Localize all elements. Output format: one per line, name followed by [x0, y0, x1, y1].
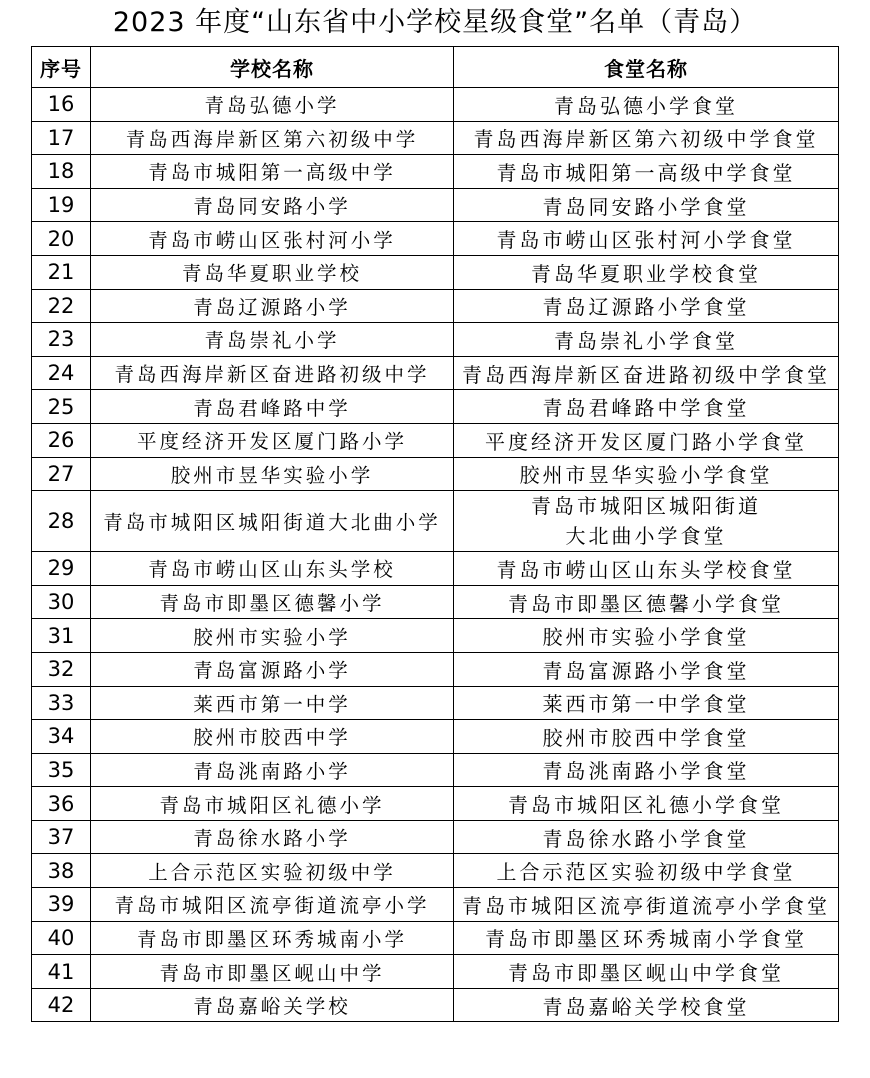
row-school-name: 青岛崇礼小学 [91, 323, 454, 357]
row-canteen-name: 胶州市昱华实验小学食堂 [454, 457, 839, 491]
row-school-name: 青岛西海岸新区奋进路初级中学 [91, 356, 454, 390]
row-school-name: 平度经济开发区厦门路小学 [91, 423, 454, 457]
table-row [32, 390, 839, 424]
row-canteen-name: 青岛华夏职业学校食堂 [454, 255, 839, 289]
header-school-name: 学校名称 [91, 47, 454, 88]
row-seq: 16 [32, 88, 91, 122]
row-school-name: 青岛徐水路小学 [91, 820, 454, 854]
table-row [32, 356, 839, 390]
canteen-name-line-1: 青岛市城阳区城阳街道 [531, 494, 761, 519]
row-school-name: 青岛市城阳第一高级中学 [91, 155, 454, 189]
row-school-name: 青岛市城阳区城阳街道大北曲小学 [91, 491, 454, 552]
row-school-name: 青岛华夏职业学校 [91, 255, 454, 289]
row-canteen-name: 青岛西海岸新区奋进路初级中学食堂 [454, 356, 839, 390]
table-row [32, 552, 839, 586]
row-canteen-name: 青岛徐水路小学食堂 [454, 820, 839, 854]
row-canteen-name: 青岛嘉峪关学校食堂 [454, 988, 839, 1022]
table-row [32, 423, 839, 457]
row-school-name: 青岛市城阳区礼德小学 [91, 787, 454, 821]
row-canteen-name: 青岛市即墨区德馨小学食堂 [454, 585, 839, 619]
row-school-name: 青岛市即墨区岘山中学 [91, 955, 454, 989]
row-canteen-name: 青岛市即墨区环秀城南小学食堂 [454, 921, 839, 955]
row-seq: 38 [32, 854, 91, 888]
row-school-name: 青岛西海岸新区第六初级中学 [91, 121, 454, 155]
row-seq: 18 [32, 155, 91, 189]
row-seq: 37 [32, 820, 91, 854]
row-seq: 29 [32, 552, 91, 586]
table-row [32, 323, 839, 357]
row-school-name: 胶州市胶西中学 [91, 720, 454, 754]
table-row [32, 686, 839, 720]
canteen-list-table [31, 46, 839, 1022]
row-school-name: 上合示范区实验初级中学 [91, 854, 454, 888]
row-school-name: 青岛同安路小学 [91, 188, 454, 222]
row-school-name: 青岛君峰路中学 [91, 390, 454, 424]
table-row [32, 585, 839, 619]
row-canteen-name [454, 491, 839, 552]
row-canteen-name: 青岛市城阳第一高级中学食堂 [454, 155, 839, 189]
row-school-name: 青岛洮南路小学 [91, 753, 454, 787]
row-school-name: 青岛市城阳区流亭街道流亭小学 [91, 888, 454, 922]
row-school-name: 青岛弘德小学 [91, 88, 454, 122]
table-row [32, 255, 839, 289]
row-school-name: 青岛富源路小学 [91, 652, 454, 686]
row-seq: 33 [32, 686, 91, 720]
row-school-name: 青岛市即墨区环秀城南小学 [91, 921, 454, 955]
row-seq: 30 [32, 585, 91, 619]
row-seq: 24 [32, 356, 91, 390]
row-seq: 27 [32, 457, 91, 491]
row-seq: 22 [32, 289, 91, 323]
table-row [32, 921, 839, 955]
header-canteen-name: 食堂名称 [454, 47, 839, 88]
row-seq: 23 [32, 323, 91, 357]
row-seq: 26 [32, 423, 91, 457]
row-canteen-name: 青岛弘德小学食堂 [454, 88, 839, 122]
row-seq: 35 [32, 753, 91, 787]
table-row [32, 988, 839, 1022]
row-seq: 31 [32, 619, 91, 653]
row-canteen-name: 青岛市即墨区岘山中学食堂 [454, 955, 839, 989]
row-seq: 28 [32, 491, 91, 552]
table-row [32, 88, 839, 122]
table-row [32, 289, 839, 323]
table-row [32, 457, 839, 491]
row-school-name: 胶州市昱华实验小学 [91, 457, 454, 491]
canteen-name-line-2: 大北曲小学食堂 [565, 524, 727, 549]
row-school-name: 青岛嘉峪关学校 [91, 988, 454, 1022]
page-title: 2023 年度“山东省中小学校星级食堂”名单（青岛） [112, 7, 758, 38]
row-seq: 34 [32, 720, 91, 754]
row-seq: 19 [32, 188, 91, 222]
table-row [32, 820, 839, 854]
table-row [32, 222, 839, 256]
table-row [32, 619, 839, 653]
row-canteen-name: 青岛市城阳区流亭街道流亭小学食堂 [454, 888, 839, 922]
row-canteen-name: 胶州市实验小学食堂 [454, 619, 839, 653]
row-canteen-name: 青岛洮南路小学食堂 [454, 753, 839, 787]
table-row [32, 491, 839, 552]
table-row [32, 720, 839, 754]
table-row [32, 888, 839, 922]
row-seq: 20 [32, 222, 91, 256]
row-school-name: 青岛市即墨区德馨小学 [91, 585, 454, 619]
row-school-name: 青岛辽源路小学 [91, 289, 454, 323]
header-seq: 序号 [32, 47, 91, 88]
row-school-name: 青岛市崂山区张村河小学 [91, 222, 454, 256]
table-row [32, 121, 839, 155]
table-row [32, 753, 839, 787]
table-header-row [32, 47, 839, 88]
row-seq: 36 [32, 787, 91, 821]
row-seq: 21 [32, 255, 91, 289]
table-row [32, 854, 839, 888]
row-canteen-name: 青岛君峰路中学食堂 [454, 390, 839, 424]
row-seq: 25 [32, 390, 91, 424]
row-seq: 42 [32, 988, 91, 1022]
row-seq: 41 [32, 955, 91, 989]
table-row [32, 155, 839, 189]
row-canteen-name: 上合示范区实验初级中学食堂 [454, 854, 839, 888]
table-row [32, 955, 839, 989]
row-canteen-name: 青岛辽源路小学食堂 [454, 289, 839, 323]
row-canteen-name: 莱西市第一中学食堂 [454, 686, 839, 720]
row-seq: 32 [32, 652, 91, 686]
row-canteen-name: 青岛同安路小学食堂 [454, 188, 839, 222]
table-row [32, 787, 839, 821]
row-canteen-name: 青岛崇礼小学食堂 [454, 323, 839, 357]
row-school-name: 莱西市第一中学 [91, 686, 454, 720]
row-seq: 17 [32, 121, 91, 155]
row-school-name: 胶州市实验小学 [91, 619, 454, 653]
row-canteen-name: 青岛富源路小学食堂 [454, 652, 839, 686]
row-canteen-name: 平度经济开发区厦门路小学食堂 [454, 423, 839, 457]
table-row [32, 188, 839, 222]
row-school-name: 青岛市崂山区山东头学校 [91, 552, 454, 586]
row-canteen-name: 青岛市崂山区张村河小学食堂 [454, 222, 839, 256]
row-canteen-name: 青岛市崂山区山东头学校食堂 [454, 552, 839, 586]
row-seq: 40 [32, 921, 91, 955]
row-canteen-name: 青岛西海岸新区第六初级中学食堂 [454, 121, 839, 155]
table-row [32, 652, 839, 686]
row-canteen-name: 胶州市胶西中学食堂 [454, 720, 839, 754]
row-canteen-name: 青岛市城阳区礼德小学食堂 [454, 787, 839, 821]
row-seq: 39 [32, 888, 91, 922]
